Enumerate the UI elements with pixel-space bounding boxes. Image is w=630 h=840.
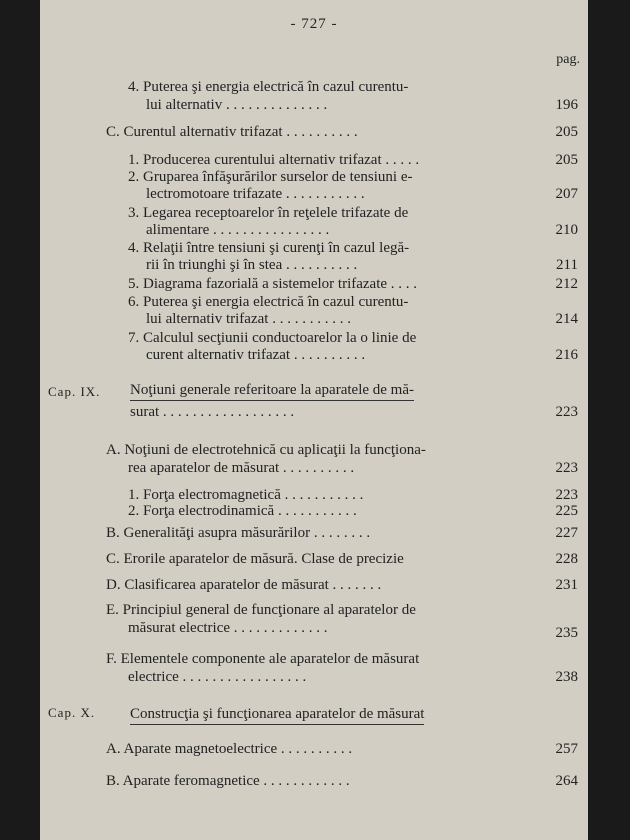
toc-entry-text: B. Aparate feromagnetice . . . . . . . . . . . . <box>106 773 350 789</box>
toc-entry-text: 6. Puterea şi energia electrică în cazul curentu- <box>128 294 409 310</box>
toc-entry-text: curent alternativ trifazat . . . . . . . . . . <box>146 347 366 363</box>
toc-entry-text: 3. Legarea receptoarelor în reţelele trifazate de <box>128 205 409 221</box>
toc-entry-text: măsurat electrice . . . . . . . . . . . . . <box>128 620 328 636</box>
toc-page-number: 214 <box>555 311 578 327</box>
toc-entry-text: D. Clasificarea aparatelor de măsurat . . . . . . . <box>106 577 382 593</box>
book-page <box>40 0 588 840</box>
toc-entry-text: lectromotoare trifazate . . . . . . . . . . . <box>146 186 365 202</box>
toc-entry-text: 4. Relaţii între tensiuni şi curenţi în cazul legă- <box>128 240 410 256</box>
toc-page-number: 223 <box>555 404 578 420</box>
toc-page-number: 264 <box>555 773 578 789</box>
toc-entry-text: 1. Producerea curentului alternativ trifazat . . . . . <box>128 152 420 168</box>
toc-entry-text: 1. Forţa electromagnetică . . . . . . . . . . . <box>128 487 364 503</box>
toc-entry-text: surat . . . . . . . . . . . . . . . . . . <box>130 404 295 420</box>
toc-page-number: 257 <box>555 741 578 757</box>
toc-entry-text: 7. Calculul secţiunii conductoarelor la o linie de <box>128 330 417 346</box>
toc-page-number: 196 <box>555 97 578 113</box>
toc-page-number: 210 <box>555 222 578 238</box>
toc-page-number: 216 <box>555 347 578 363</box>
toc-entry-text: Construcţia şi funcţionarea aparatelor de măsurat <box>130 706 424 725</box>
toc-page-number: 225 <box>555 503 578 519</box>
toc-page-number: 227 <box>555 525 578 541</box>
toc-entry-text: lui alternativ trifazat . . . . . . . . . . . <box>146 311 351 327</box>
toc-entry-text: 2. Gruparea înfăşurărilor surselor de tensiuni e- <box>128 169 413 185</box>
toc-entry-text: E. Principiul general de funcţionare al aparatelor de <box>106 602 416 618</box>
toc-page-number: 231 <box>555 577 578 593</box>
toc-entry-text: B. Generalităţi asupra măsurărilor . . . . . . . . <box>106 525 371 541</box>
chapter-label: Cap. IX. <box>48 384 101 399</box>
toc-entry-text: F. Elementele componente ale aparatelor de măsurat <box>106 651 420 667</box>
toc-page-number: 228 <box>555 551 578 567</box>
chapter-title <box>130 706 424 723</box>
toc-page-number: 223 <box>555 487 578 503</box>
toc-entry-text: A. Noţiuni de electrotehnică cu aplicaţii la funcţiona- <box>106 442 426 458</box>
chapter-label: Cap. X. <box>48 705 96 720</box>
toc-entry-text: rii în triunghi şi în stea . . . . . . . . . . <box>146 257 358 273</box>
toc-page-number: 238 <box>555 669 578 685</box>
toc-entry-text: A. Aparate magnetoelectrice . . . . . . . . . . <box>106 741 353 757</box>
chapter-title <box>130 382 414 399</box>
toc-entry-text: lui alternativ . . . . . . . . . . . . . . <box>146 97 328 113</box>
toc-entry-text: 4. Puterea şi energia electrică în cazul curentu- <box>128 79 409 95</box>
toc-entry-text: Noţiuni generale referitoare la aparatele de mă- <box>130 382 414 401</box>
toc-page-number: 212 <box>555 276 578 292</box>
toc-page-number: 205 <box>555 152 578 168</box>
toc-entry-text: C. Curentul alternativ trifazat . . . . . . . . . . <box>106 124 358 140</box>
toc-entry-text: 2. Forţa electrodinamică . . . . . . . . . . . <box>128 503 357 519</box>
toc-page-number: 207 <box>555 186 578 202</box>
toc-entry-text: 5. Diagrama fazorială a sistemelor trifazate . . . . <box>128 276 418 292</box>
page-number: - 727 - <box>290 16 338 32</box>
pag-label: pag. <box>556 52 580 67</box>
toc-page-number: 205 <box>555 124 578 140</box>
toc-entry-text: electrice . . . . . . . . . . . . . . . . . <box>128 669 307 685</box>
toc-page-number: 211 <box>556 257 578 273</box>
toc-page-number: 235 <box>555 625 578 641</box>
toc-entry-text: rea aparatelor de măsurat . . . . . . . . . . <box>128 460 355 476</box>
toc-entry-text: alimentare . . . . . . . . . . . . . . . . <box>146 222 330 238</box>
toc-page-number: 223 <box>555 460 578 476</box>
toc-entry-text: C. Erorile aparatelor de măsură. Clase de precizie <box>106 551 404 567</box>
